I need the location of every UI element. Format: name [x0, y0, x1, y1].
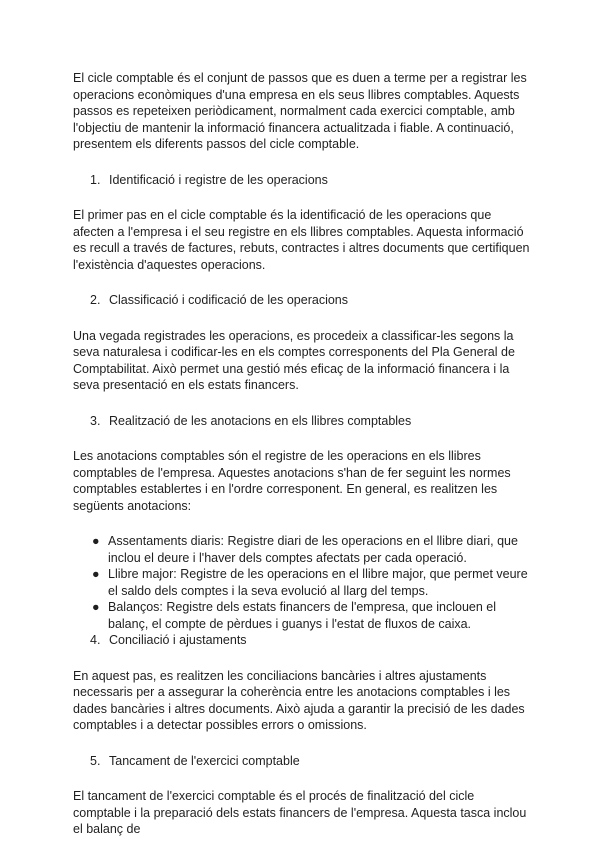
step-paragraph-5: El tancament de l'exercici comptable és el procés de finalització del cicle comptable i la preparació dels estats financers de l'empresa. Aquesta tasca inclou el balanç de [73, 789, 527, 836]
list-item [73, 599, 533, 632]
bullet-icon: ● [92, 534, 100, 548]
step-heading-5 [73, 753, 533, 770]
step-paragraph-2: Una vegada registrades les operacions, es procedeix a classificar-les segons la seva naturalesa i codificar-les en els comptes corresponents del Pla General de Comptabilitat. Això permet una gestió més eficaç de la informació financera i la seva presentació en els estats financers. [73, 328, 515, 392]
step-title: Classificació i codificació de les operacions [109, 293, 349, 307]
list-item [73, 566, 533, 599]
step-title: Realització de les anotacions en els llibres comptables [109, 413, 412, 428]
list-item [73, 533, 533, 566]
document-page [73, 70, 533, 857]
step-number: 1. [90, 172, 101, 187]
step-number: 3. [90, 413, 101, 428]
bullet-icon: ● [92, 567, 100, 581]
bullet-icon: ● [92, 600, 100, 614]
step-title: Conciliació i ajustaments [109, 633, 247, 647]
step-heading-1 [73, 172, 533, 189]
step-paragraph-3: Les anotacions comptables són el registre de les operacions en els llibres comptables de l'empresa. Aquestes anotacions s'han de fer seguint les normes comptables establertes i en l'ordre corresponent. En general, es realitzen les següents anotacions: [73, 449, 511, 513]
step-paragraph-1: El primer pas en el cicle comptable és la identificació de les operacions que afecten a l'empresa i el seu registre en els llibres comptables. Aquesta informació es recull a través de factures, rebuts, contractes i altres documents que certifiquen l'existència d'aquestes operacions. [73, 208, 530, 272]
step-title: Tancament de l'exercici comptable [109, 753, 300, 768]
step-number: 4. [90, 633, 101, 647]
list-item-text: Balanços: Registre dels estats financers de l'empresa, que inclouen el balanç, el compte de pèrdues i guanys i l'estat de fluxos de caixa. [108, 600, 497, 631]
step-paragraph-4: En aquest pas, es realitzen les conciliacions bancàries i altres ajustaments necessaris per a assegurar la coherència entre les anotacions comptables i les dades bancàries i altres documents. Això ajuda a garantir la precisió de les dades comptables i a detectar possibles errors o omissions. [73, 668, 525, 732]
list-item-text: Llibre major: Registre de les operacions en el llibre major, que permet veure el saldo dels comptes i la seva evolució al llarg del temps. [108, 567, 528, 598]
step-number: 2. [90, 293, 101, 307]
step-title: Identificació i registre de les operacions [109, 172, 328, 187]
step-heading-2 [73, 292, 533, 309]
list-item-text: Assentaments diaris: Registre diari de les operacions en el llibre diari, que inclou el deure i l'haver dels comptes afectats per cada operació. [108, 534, 518, 565]
step-heading-4 [73, 632, 533, 649]
annotations-list [73, 533, 533, 632]
intro-paragraph: El cicle comptable és el conjunt de passos que es duen a terme per a registrar les operacions econòmiques d'una empresa en els seus llibres comptables. Aquests passos es repeteixen periòdicament, normalment cada exercici comptable, amb l'objectiu de mantenir la informació financera actualitzada i fiable. A continuació, presentem els diferents passos del cicle comptable. [73, 71, 527, 151]
step-number: 5. [90, 753, 101, 768]
step-heading-3 [73, 413, 533, 430]
